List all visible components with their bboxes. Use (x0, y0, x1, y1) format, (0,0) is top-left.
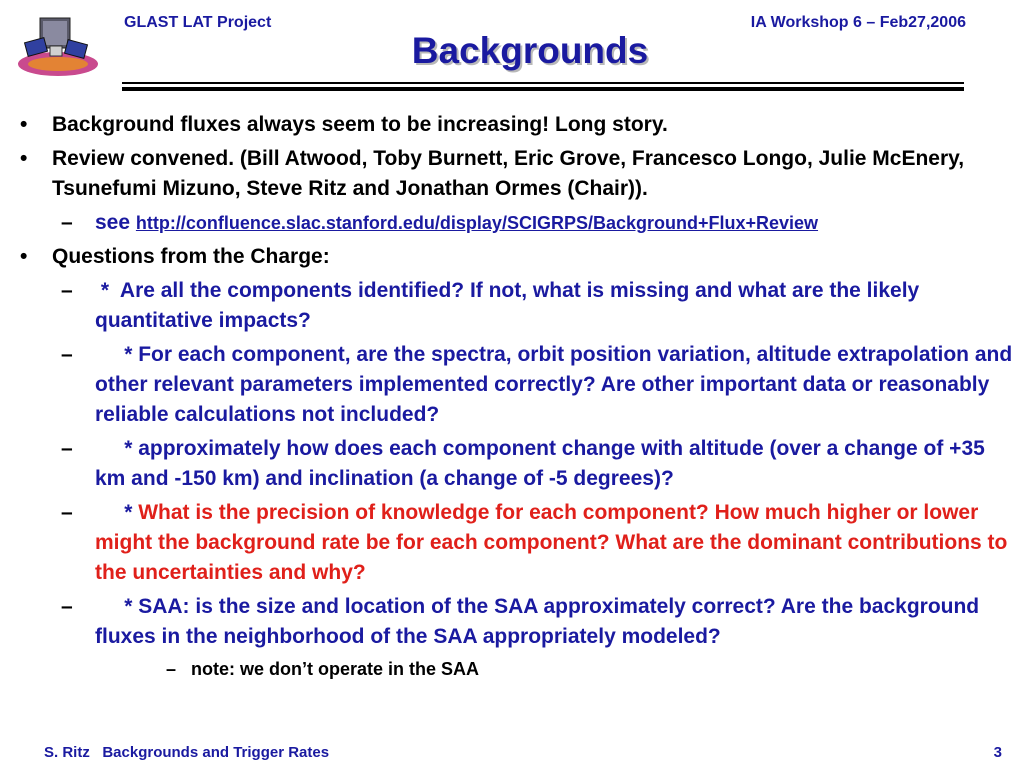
header-workshop: IA Workshop 6 – Feb27,2006 (750, 14, 966, 31)
item-text: note: we don’t operate in the SAA (191, 659, 480, 679)
bullet-mark: • (20, 113, 28, 136)
see-label: see (95, 211, 131, 234)
list-item (18, 340, 1018, 430)
item-text: Background fluxes always seem to be increasing! Long story. (52, 113, 668, 136)
page-number: 3 (993, 744, 1002, 761)
list-item (18, 592, 1018, 652)
bullet-mark: • (20, 147, 28, 170)
list-item (18, 498, 1018, 588)
page-title: Backgrounds (411, 30, 649, 71)
dash-mark: – (61, 279, 73, 302)
list-item (18, 208, 1018, 238)
title-divider (122, 82, 964, 92)
list-item (18, 434, 1018, 494)
dash-mark: – (61, 343, 73, 366)
dash-mark: – (61, 211, 73, 234)
dash-mark: – (166, 659, 177, 679)
list-item (18, 144, 1018, 204)
bullet-mark: • (20, 245, 28, 268)
item-text: Review convened. (Bill Atwood, Toby Burnett, Eric Grove, Francesco Longo, Julie McEnery, Tsunefumi Mizuno, Steve Ritz and Jonathan Ormes (Chair)). (52, 147, 965, 200)
item-text: * SAA: is the size and location of the SAA approximately correct? Are the background fluxes in the neighborhood of the SAA appropriately modeled? (95, 595, 985, 648)
header-project: GLAST LAT Project (124, 14, 272, 31)
item-text-highlight: What is the precision of knowledge for each component? How much higher or lower might the background rate be for each component? What are the dominant contributions to the uncertainties and why? (95, 501, 1008, 584)
dash-mark: – (61, 595, 73, 618)
item-text: * approximately how does each component change with altitude (over a change of +35 km and -150 km) and inclination (a change of -5 degrees)? (95, 437, 991, 490)
list-item (18, 276, 1018, 336)
item-text: * Are all the components identified? If not, what is missing and what are the likely quantitative impacts? (95, 279, 926, 332)
dash-mark: – (61, 501, 73, 524)
list-item (18, 110, 1018, 140)
item-prefix: * (95, 501, 139, 524)
dash-mark: – (61, 437, 73, 460)
list-item (18, 242, 1018, 272)
list-item (18, 656, 1018, 682)
item-text: * For each component, are the spectra, orbit position variation, altitude extrapolation and other relevant parameters implemented correctly? Are other important data or reasonably reliable calculations not included? (95, 343, 1019, 426)
review-link[interactable]: http://confluence.slac.stanford.edu/display/SCIGRPS/Background+Flux+Review (135, 213, 819, 233)
slide-content (18, 110, 1018, 686)
footer-author: S. Ritz Backgrounds and Trigger Rates (44, 744, 330, 761)
item-text: Questions from the Charge: (52, 245, 330, 268)
